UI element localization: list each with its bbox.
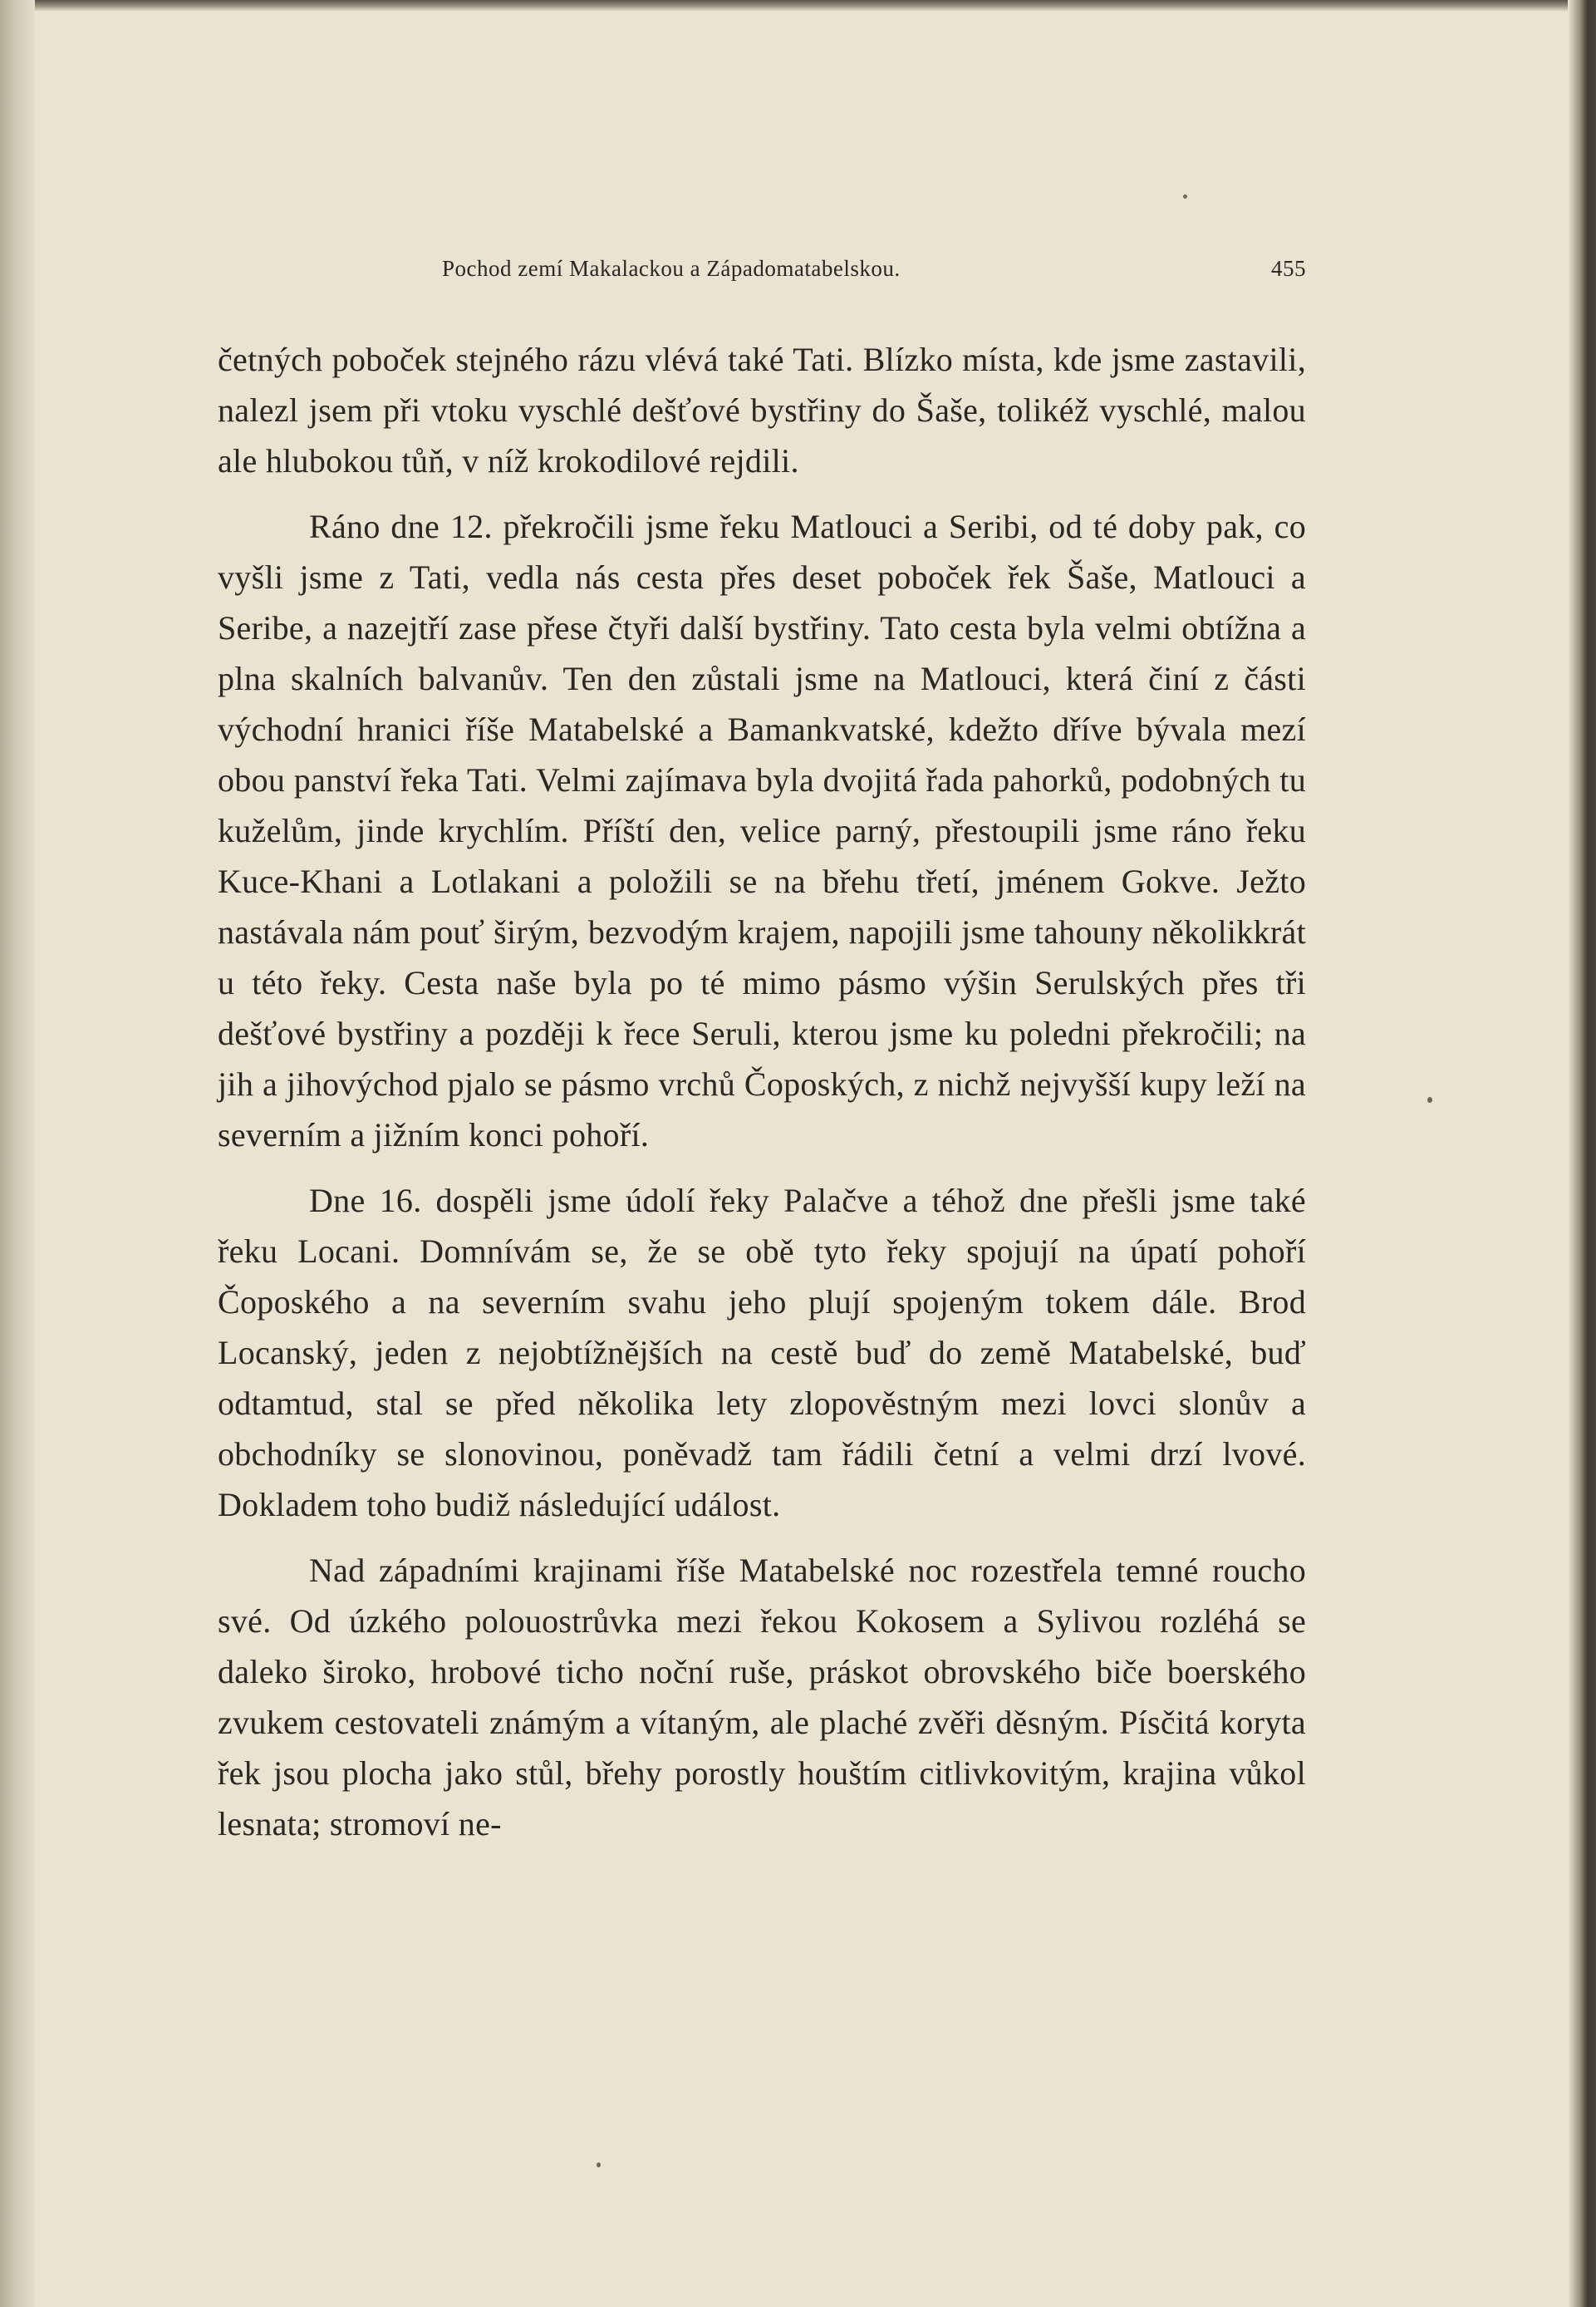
running-head xyxy=(218,249,1306,299)
paragraph: Ráno dne 12. překročili jsme řeku Matlouci a Seribi, od té doby pak, co vyšli jsme z Tati, vedla nás cesta přes deset poboček řek Šaše, Matlouci a Seribe, a nazejtří zase přese čtyři další bystřiny. Tato cesta byla velmi obtížna a plna skalních balvanův. Ten den zůstali jsme na Matlouci, která činí z části východní hranici říše Matabelské a Bamankvatské, kdežto dříve bývala mezí obou panství řeka Tati. Velmi zajímava byla dvojitá řada pahorků, podobných tu kuželům, jinde krychlím. Příští den, velice parný, přestoupili jsme ráno řeku Kuce-Khani a Lotlakani a položili se na břehu třetí, jménem Gokve. Ježto nastávala nám pouť širým, bezvodým krajem, napojili jsme tahouny několikkrát u této řeky. Cesta naše byla po té mimo pásmo výšin Serulských přes tři dešťové bystřiny a později k řece Seruli, kterou jsme ku poledni překročili; na jih a jihovýchod pjalo se pásmo vrchů Čopoských, z nichž nejvyšší kupy leží na severním a jižním konci pohoří. xyxy=(218,508,1306,1154)
ink-speck xyxy=(597,2162,601,2167)
ink-speck xyxy=(1183,194,1187,199)
book-page xyxy=(218,249,1306,1864)
body-text xyxy=(218,334,1306,1849)
page-right-edge xyxy=(1568,0,1596,2307)
paragraph-continuation: četných poboček stejného rázu vlévá také Tati. Blízko místa, kde jsme zastavili, nalezl jsem při vtoku vyschlé dešťové bystřiny do Šaše, tolikéž vyschlé, malou ale hlubokou tůň, v níž krokodilové rejdili. xyxy=(218,341,1306,480)
running-title: Pochod zemí Makalackou a Západomatabelskou. xyxy=(442,256,901,281)
page-binding-edge xyxy=(0,0,35,2307)
ink-speck xyxy=(1427,1097,1432,1103)
paragraph: Dne 16. dospěli jsme údolí řeky Palačve a téhož dne přešli jsme také řeku Locani. Domnívám se, že se obě tyto řeky spojují na úpatí pohoří Čopoského a na severním svahu jeho plují spojeným tokem dále. Brod Locanský, jeden z nejobtížnějších na cestě buď do země Matabelské, buď odtamtud, stal se před několika lety zlopověstným mezi lovci slonův a obchodníky se slonovinou, poněvadž tam řádili četní a velmi drzí lvové. Dokladem toho budiž následující událost. xyxy=(218,1182,1306,1523)
page-top-edge xyxy=(0,0,1596,12)
page-number: 455 xyxy=(1271,256,1306,281)
paragraph: Nad západními krajinami říše Matabelské noc rozestřela temné roucho své. Od úzkého polouostrůvka mezi řekou Kokosem a Sylivou rozléhá se daleko široko, hrobové ticho noční ruše, práskot obrovského biče boerského zvukem cestovateli známým a vítaným, ale plaché zvěři děsným. Písčitá koryta řek jsou plocha jako stůl, břehy porostly houštím citlivkovitým, krajina vůkol lesnata; stromoví ne- xyxy=(218,1552,1306,1842)
